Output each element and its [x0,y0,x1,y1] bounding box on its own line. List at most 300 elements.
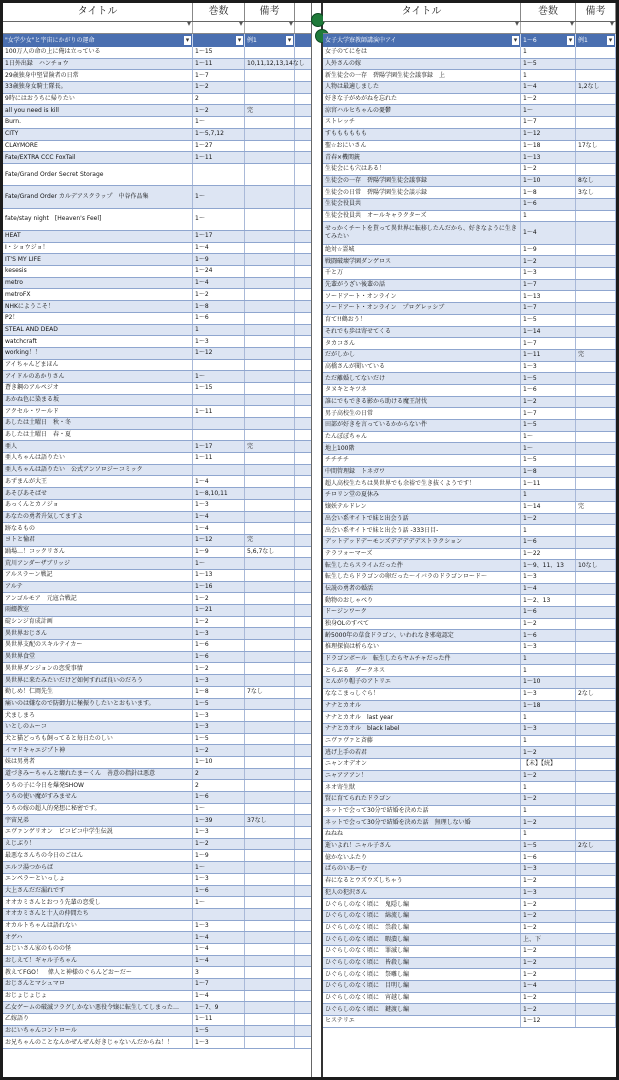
table-row[interactable] [323,619,616,631]
volumes-cell[interactable]: 1〜2 [521,514,576,525]
notes-cell[interactable] [576,514,616,525]
table-row[interactable] [323,642,616,654]
title-cell[interactable]: すもももももも [323,129,521,140]
volumes-cell[interactable]: 1〜6 [193,640,245,651]
title-cell[interactable]: 中間管理録 トネガワ [323,467,521,478]
volumes-cell[interactable]: 1〜3 [521,724,576,735]
notes-cell[interactable] [245,289,295,300]
table-row[interactable] [3,383,311,395]
table-row[interactable] [323,876,616,888]
volumes-column-header[interactable]: 巻数 [521,3,576,21]
volumes-cell[interactable]: 1〜 [193,897,245,908]
volumes-cell[interactable]: 1〜3 [193,874,245,885]
notes-cell[interactable] [576,490,616,501]
table-row[interactable] [3,874,311,886]
table-row[interactable] [3,418,311,430]
table-row[interactable] [3,512,311,524]
table-row[interactable] [323,946,616,958]
volumes-cell[interactable]: 1〜6 [521,199,576,210]
notes-cell[interactable] [245,395,295,406]
table-row[interactable] [3,780,311,792]
notes-cell[interactable] [245,617,295,628]
table-row[interactable] [3,152,311,164]
table-row[interactable] [323,572,616,584]
volumes-cell[interactable]: 1〜2 [521,958,576,969]
table-row[interactable] [3,325,311,337]
notes-cell[interactable]: 17なし [576,141,616,152]
table-row[interactable] [323,701,616,713]
title-cell[interactable]: 男子高校生の日常 [323,408,521,419]
table-row[interactable] [323,888,616,900]
notes-cell[interactable] [245,336,295,347]
volumes-cell[interactable]: 1 [521,806,576,817]
notes-cell[interactable] [576,327,616,338]
table-row[interactable] [323,129,616,141]
table-row[interactable] [3,70,311,82]
notes-cell[interactable]: 1,2なし [576,82,616,93]
volumes-column-header[interactable]: 巻数 [193,3,245,21]
title-cell[interactable]: デットデッドデーモンズデデデデデストラクション [323,537,521,548]
notes-cell[interactable] [576,864,616,875]
notes-cell[interactable]: 完 [245,535,295,546]
title-cell[interactable]: ひぐらしのなく頃に 鍵渡し編 [323,1004,521,1015]
notes-cell[interactable] [576,806,616,817]
notes-cell[interactable] [245,209,295,230]
notes-filter-dropdown[interactable] [245,22,295,33]
volumes-cell[interactable]: 1 [521,47,576,58]
table-row[interactable] [323,291,616,303]
notes-cell[interactable] [576,595,616,606]
table-row[interactable] [323,712,616,724]
volumes-cell[interactable]: 1〜4 [521,584,576,595]
title-cell[interactable]: イマドキャエジプト神 [3,745,193,756]
volumes-cell[interactable]: 1〜9 [193,547,245,558]
table-row[interactable] [3,488,311,500]
volumes-cell[interactable]: 1〜21 [193,605,245,616]
volumes-cell[interactable]: 1〜8 [521,187,576,198]
table-row[interactable] [3,792,311,804]
table-row[interactable] [3,815,311,827]
table-row[interactable] [323,864,616,876]
title-cell[interactable]: 先輩がうざい後輩の話 [323,280,521,291]
table-row[interactable] [3,956,311,968]
table-row[interactable] [3,105,311,117]
table-row[interactable] [3,745,311,757]
notes-cell[interactable] [245,360,295,371]
volumes-cell[interactable]: 1〜2 [193,663,245,674]
title-cell[interactable]: 異世界に来たみたいだけど如何すれば良いのだろう [3,675,193,686]
table-row[interactable] [3,243,311,255]
table-row[interactable] [3,430,311,442]
notes-cell[interactable] [245,956,295,967]
volumes-cell[interactable]: 1〜2 [521,969,576,980]
table-row[interactable] [323,490,616,502]
title-cell[interactable]: 最悪なさんちの今日のごはん [3,850,193,861]
volumes-cell[interactable]: 1〜7 [521,338,576,349]
volumes-cell[interactable]: 1〜4 [521,222,576,243]
table-row[interactable] [3,991,311,1003]
title-cell[interactable]: IT'S MY LIFE [3,254,193,265]
table-row[interactable] [3,523,311,535]
table-row[interactable] [3,652,311,664]
title-cell[interactable]: 新生徒会の一存 碧陽学園生徒会議事録 上 [323,70,521,81]
volumes-cell[interactable]: 1〜2 [193,745,245,756]
table-row[interactable] [323,852,616,864]
volumes-cell[interactable]: 1〜15 [193,47,245,58]
table-row[interactable] [323,689,616,701]
title-cell[interactable]: 億かないふたり [323,852,521,863]
notes-cell[interactable] [576,478,616,489]
table-row[interactable] [323,211,616,223]
table-row[interactable] [323,1016,616,1028]
title-cell[interactable]: 春になるとウズウズしちゃう [323,876,521,887]
title-cell[interactable]: 出会い系サイトで妹と出会う話 [323,514,521,525]
volumes-cell[interactable]: 1〜2 [521,946,576,957]
title-cell[interactable]: とんがり帽子のアトリエ [323,677,521,688]
table-row[interactable] [323,199,616,211]
volumes-cell[interactable]: 1〜 [521,432,576,443]
table-row[interactable] [3,862,311,874]
title-cell[interactable]: 跡なるもの [3,523,193,534]
notes-cell[interactable] [245,932,295,943]
title-cell[interactable]: ひぐらしのなく頃に 祭囃し編 [323,969,521,980]
title-filter-cell[interactable]: "女学少女"と宇宙にかがりの運命 ▾ [3,34,193,47]
title-cell[interactable]: 戦闘破壊学園ダンゲロス [323,256,521,267]
notes-cell[interactable]: 7なし [245,687,295,698]
volumes-cell[interactable]: 1〜4 [193,278,245,289]
notes-cell[interactable] [576,607,616,618]
volumes-cell[interactable]: 1〜10 [521,677,576,688]
table-row[interactable] [3,1037,311,1049]
volumes-cell[interactable]: 1〜4 [521,82,576,93]
title-cell[interactable]: 亜人 [3,441,193,452]
table-row[interactable] [3,593,311,605]
volumes-cell[interactable]: 1〜3 [193,628,245,639]
volumes-cell[interactable]: 1〜3 [193,336,245,347]
title-cell[interactable]: うちの使い魔がすみません [3,792,193,803]
table-row[interactable] [323,736,616,748]
title-cell[interactable]: 生徒会の一存 碧陽学園生徒会議事録 [323,176,521,187]
title-cell[interactable]: ネットで会って30分で結婚を決めた話 無理しない婚 [323,817,521,828]
notes-cell[interactable] [245,243,295,254]
table-row[interactable] [3,289,311,301]
title-cell[interactable]: Fate/Grand Order Secret Storage [3,164,193,185]
title-cell[interactable]: 宇宙兄弟 [3,815,193,826]
notes-cell[interactable] [576,315,616,326]
table-row[interactable] [323,829,616,841]
volumes-cell[interactable]: 1〜11 [521,478,576,489]
volumes-cell[interactable]: 1〜3 [193,827,245,838]
volumes-cell[interactable]: 1〜8,10,11 [193,488,245,499]
title-filter-dropdown[interactable] [3,22,193,33]
table-row[interactable] [323,164,616,176]
volumes-cell[interactable]: 1〜3 [521,888,576,899]
table-row[interactable] [3,336,311,348]
volumes-cell[interactable]: 1〜2 [521,771,576,782]
title-cell[interactable]: ななこまっしぐら！ [323,689,521,700]
title-cell[interactable]: I・ショウジョ！ [3,243,193,254]
title-cell[interactable]: 生徒会役員共 オールキャラクターズ [323,211,521,222]
notes-cell[interactable] [245,722,295,733]
volumes-cell[interactable]: 1〜7 [193,979,245,990]
notes-cell[interactable] [245,780,295,791]
volumes-cell[interactable]: 1〜 [193,371,245,382]
volumes-cell[interactable]: 1〜3 [521,689,576,700]
notes-filter-cell[interactable]: 例1 ▾ [576,34,616,47]
volumes-cell[interactable]: 1〜2 [521,164,576,175]
volumes-cell[interactable]: 1〜4 [193,944,245,955]
title-cell[interactable]: エルフ湯つからば [3,862,193,873]
notes-cell[interactable] [245,453,295,464]
volumes-cell[interactable]: 1〜3 [521,572,576,583]
title-cell[interactable]: working！！ [3,348,193,359]
table-row[interactable] [323,654,616,666]
notes-cell[interactable] [576,817,616,828]
table-row[interactable] [323,478,616,490]
volumes-cell[interactable]: 1〜2 [193,105,245,116]
notes-cell[interactable] [576,665,616,676]
table-row[interactable] [3,395,311,407]
volumes-cell[interactable]: 1〜6 [193,792,245,803]
table-row[interactable] [323,595,616,607]
title-cell[interactable]: 出会い系サイトで妹と出会う話 -333日目- [323,525,521,536]
table-row[interactable] [3,360,311,372]
table-row[interactable] [323,141,616,153]
volumes-filter-dropdown[interactable] [193,22,245,33]
table-row[interactable] [3,453,311,465]
notes-cell[interactable] [576,362,616,373]
title-cell[interactable]: 教えてFGO！ 偉人と神様のぐらんどおーだー [3,967,193,978]
table-row[interactable] [3,932,311,944]
volumes-cell[interactable]: 1〜2 [521,619,576,630]
title-cell[interactable]: CITY [3,129,193,140]
table-row[interactable] [323,899,616,911]
table-row[interactable] [3,254,311,266]
notes-cell[interactable] [245,488,295,499]
table-row[interactable] [323,817,616,829]
volumes-cell[interactable]: 1〜2、13 [521,595,576,606]
notes-cell[interactable] [576,164,616,175]
notes-cell[interactable] [245,266,295,277]
table-row[interactable] [323,222,616,244]
notes-cell[interactable] [245,897,295,908]
notes-cell[interactable] [245,605,295,616]
title-cell[interactable]: ぱらのいあーむ [323,864,521,875]
volumes-cell[interactable]: 1 [521,654,576,665]
notes-cell[interactable] [576,373,616,384]
table-row[interactable] [3,558,311,570]
title-cell[interactable]: 亜人ちゃんは語りたい [3,453,193,464]
volumes-cell[interactable]: 1〜 [521,105,576,116]
volumes-cell[interactable]: 1〜 [193,804,245,815]
notes-cell[interactable]: 5,6,7なし [245,547,295,558]
volumes-cell[interactable]: 1〜2 [193,617,245,628]
title-cell[interactable]: 超人高校生たちは異世界でも余裕で生き抜くようです！ [323,478,521,489]
volumes-cell[interactable]: 1〜11 [193,1014,245,1025]
table-row[interactable] [3,804,311,816]
volumes-cell[interactable] [193,430,245,441]
title-cell[interactable]: オゲハ [3,932,193,943]
notes-cell[interactable] [245,231,295,242]
notes-cell[interactable] [576,443,616,454]
volumes-cell[interactable]: 1 [521,490,576,501]
notes-cell[interactable] [576,782,616,793]
title-cell[interactable]: kesesis [3,266,193,277]
notes-cell[interactable] [245,371,295,382]
notes-cell[interactable] [245,164,295,185]
notes-cell[interactable] [576,747,616,758]
table-row[interactable] [323,923,616,935]
notes-cell[interactable] [576,525,616,536]
table-row[interactable] [323,537,616,549]
title-cell[interactable]: エンペラーといっしょ [3,874,193,885]
volumes-cell[interactable]: 1〜4 [193,243,245,254]
title-cell[interactable]: 誰にでもできる影から助ける魔王討伐 [323,397,521,408]
notes-cell[interactable] [245,640,295,651]
table-row[interactable] [3,476,311,488]
notes-cell[interactable] [245,82,295,93]
volumes-cell[interactable]: 1〜2 [521,993,576,1004]
title-cell[interactable]: タカコさん [323,338,521,349]
title-cell[interactable]: 亜人ちゃんは語りたい 公式アンソロジーコミック [3,465,193,476]
notes-cell[interactable] [245,186,295,207]
title-filter-dropdown[interactable] [323,22,521,33]
volumes-cell[interactable]: 1〜16 [193,582,245,593]
volumes-cell[interactable]: 1〜5 [521,315,576,326]
volumes-cell[interactable]: 1〜8 [193,687,245,698]
table-row[interactable] [3,465,311,477]
volumes-cell[interactable]: 1〜4 [521,981,576,992]
notes-cell[interactable]: 10なし [576,560,616,571]
title-cell[interactable]: 地上100階 [323,443,521,454]
notes-cell[interactable] [245,141,295,152]
title-cell[interactable]: 碇シンジ育成計画 [3,617,193,628]
table-row[interactable] [323,993,616,1005]
notes-cell[interactable] [245,523,295,534]
title-cell[interactable]: metroFX [3,289,193,300]
volumes-cell[interactable]: 1〜3 [521,864,576,875]
title-cell[interactable]: 異世界支配のスキルテイカー [3,640,193,651]
title-cell[interactable]: 人物は最適しました [323,82,521,93]
title-cell[interactable]: あしたは土曜日 秋・冬 [3,418,193,429]
notes-cell[interactable] [245,558,295,569]
title-cell[interactable]: 涼宮ハルヒちゃんの憂鬱 [323,105,521,116]
volumes-cell[interactable]: 1〜2 [521,397,576,408]
table-row[interactable] [3,710,311,722]
volumes-cell[interactable] [193,465,245,476]
notes-cell[interactable] [245,991,295,1002]
notes-cell[interactable] [576,59,616,70]
notes-cell[interactable] [245,652,295,663]
table-row[interactable] [323,502,616,514]
volumes-cell[interactable]: 1〜6 [193,652,245,663]
title-cell[interactable]: とらぶる ダークネス [323,665,521,676]
table-row[interactable] [323,607,616,619]
table-row[interactable] [323,82,616,94]
table-row[interactable] [3,628,311,640]
table-row[interactable] [323,362,616,374]
volumes-cell[interactable] [193,909,245,920]
notes-cell[interactable] [245,570,295,581]
volumes-cell[interactable]: 1〜9 [193,850,245,861]
table-row[interactable] [3,129,311,141]
title-cell[interactable]: Fate/Grand Order カルデアスクラップ 中谷作品集 [3,186,193,207]
title-cell[interactable]: 9時にはおうちに帰りたい [3,94,193,105]
notes-cell[interactable] [576,736,616,747]
notes-cell[interactable] [576,642,616,653]
title-cell[interactable]: 生徒会の日常 碧陽学園生徒会談示録 [323,187,521,198]
table-row[interactable] [323,782,616,794]
title-cell[interactable]: 痛いのは嫌なので防御力に極振りしたいとおもいます。 [3,699,193,710]
table-row[interactable] [323,443,616,455]
notes-cell[interactable] [576,537,616,548]
table-row[interactable] [3,839,311,851]
title-cell[interactable]: 蒼き鋼のアルペジオ [3,383,193,394]
notes-cell[interactable] [576,829,616,840]
title-cell[interactable]: ネットで会って30分で結婚を決めた話 [323,806,521,817]
notes-column-header[interactable]: 備考 [245,3,295,21]
volumes-cell[interactable]: 1 [521,211,576,222]
notes-cell[interactable]: 完 [576,502,616,513]
title-cell[interactable]: えじぶり！ [3,839,193,850]
title-cell[interactable]: ひぐらしのなく頃に 暇潰し編 [323,934,521,945]
title-cell[interactable]: 大上さんだだ漏れです [3,886,193,897]
notes-cell[interactable]: 8なし [576,176,616,187]
notes-cell[interactable] [245,94,295,105]
notes-cell[interactable] [245,628,295,639]
notes-cell[interactable] [576,946,616,957]
title-cell[interactable]: 勤しめ！仁岡先生 [3,687,193,698]
table-row[interactable] [323,677,616,689]
title-cell[interactable]: 異世界食堂 [3,652,193,663]
table-row[interactable] [323,911,616,923]
title-cell[interactable]: 伝説の勇者の婚活 [323,584,521,595]
table-row[interactable] [3,278,311,290]
table-row[interactable] [3,1002,311,1014]
title-cell[interactable]: 好きな子がめがねを忘れた [323,94,521,105]
volumes-cell[interactable]: 1〜5 [193,734,245,745]
notes-cell[interactable] [245,944,295,955]
volumes-cell[interactable]: 1〜7 [521,408,576,419]
table-row[interactable] [323,759,616,771]
notes-cell[interactable] [576,876,616,887]
table-row[interactable] [323,303,616,315]
title-cell[interactable]: 道づきみーちゃんと壊れたまーくん 善意の指針は悪意 [3,769,193,780]
notes-cell[interactable] [245,47,295,58]
volumes-cell[interactable]: 1 [521,782,576,793]
volumes-cell[interactable]: 1〜2 [521,911,576,922]
volumes-cell[interactable]: 1〜5 [193,1026,245,1037]
table-row[interactable] [323,315,616,327]
title-cell[interactable]: アイドルのあかりさん [3,371,193,382]
volumes-cell[interactable]: 1〜6 [521,607,576,618]
notes-cell[interactable] [245,850,295,861]
volumes-cell[interactable] [193,164,245,185]
notes-cell[interactable] [576,934,616,945]
table-row[interactable] [3,734,311,746]
title-cell[interactable]: エヴァンゲリオン ピコピコ中学生伝説 [3,827,193,838]
title-cell[interactable]: おじさんとマシュマロ [3,979,193,990]
title-column-header[interactable]: タイトル [323,3,521,21]
notes-cell[interactable] [576,211,616,222]
notes-cell[interactable] [576,958,616,969]
notes-cell[interactable]: 完 [576,350,616,361]
title-cell[interactable]: 乙嫁語り [3,1014,193,1025]
notes-cell[interactable] [576,899,616,910]
volumes-cell[interactable]: 1〜4 [193,991,245,1002]
title-cell[interactable]: いとしのムーコ [3,722,193,733]
title-cell[interactable]: アンゴルモア 元寇合戦記 [3,593,193,604]
